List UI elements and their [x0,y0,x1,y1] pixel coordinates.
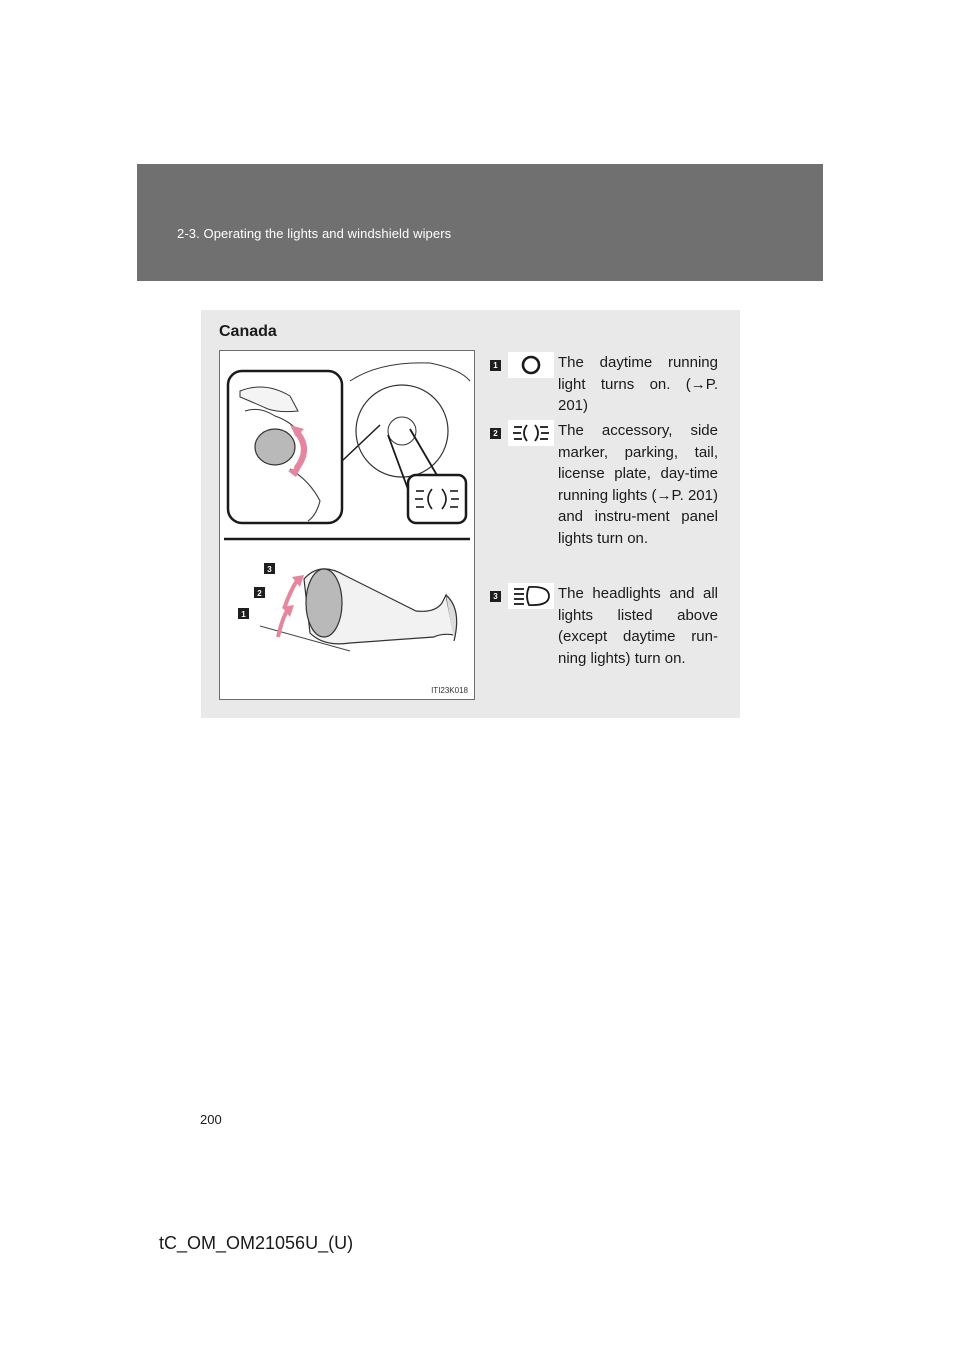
illustration-callout-1 [238,608,249,619]
setting-item-3 [490,583,718,683]
stalk-knob [306,569,342,637]
item-number-badge: 1 [490,360,501,371]
svg-text:2: 2 [257,589,262,598]
position-arrow-upper [284,579,298,609]
switch-knob [255,429,295,465]
item-description: The headlights and all lights listed above (except daytime run-ning lights) turn on. [558,585,718,667]
dashboard-outline [350,363,470,381]
svg-text:1: 1 [241,610,246,619]
setting-item-1 [490,352,718,422]
illustration-callout-3 [264,563,275,574]
document-code: tC_OM_OM21056U_(U) [159,1233,354,1253]
light-switch-drawing [220,351,474,699]
item-number-badge: 3 [490,591,501,602]
item-description: The accessory, side marker, parking, tail, license plate, day-time running lights (→P. 201) and instru-ment panel lights turn on. [558,422,718,547]
illustration-callout-2 [254,587,265,598]
section-title: 2-3. Operating the lights and windshield wipers [177,226,452,241]
setting-item-2 [490,420,718,580]
page-number: 200 [200,1112,222,1127]
light-switch-illustration [219,350,475,700]
steering-wheel [356,385,448,477]
svg-text:3: 3 [267,565,272,574]
daytime-running-light-icon [508,352,554,378]
canada-content-box [201,310,740,718]
item-description: The daytime running light turns on. (→P. 201) [558,354,718,414]
headlight-icon [508,583,554,609]
item-number-badge: 2 [490,428,501,439]
pointer-line [342,425,380,461]
box-heading: Canada [219,323,277,340]
illustration-code: ITI23K018 [431,686,468,695]
side-marker-lights-icon [508,420,554,446]
header-band [137,164,823,281]
